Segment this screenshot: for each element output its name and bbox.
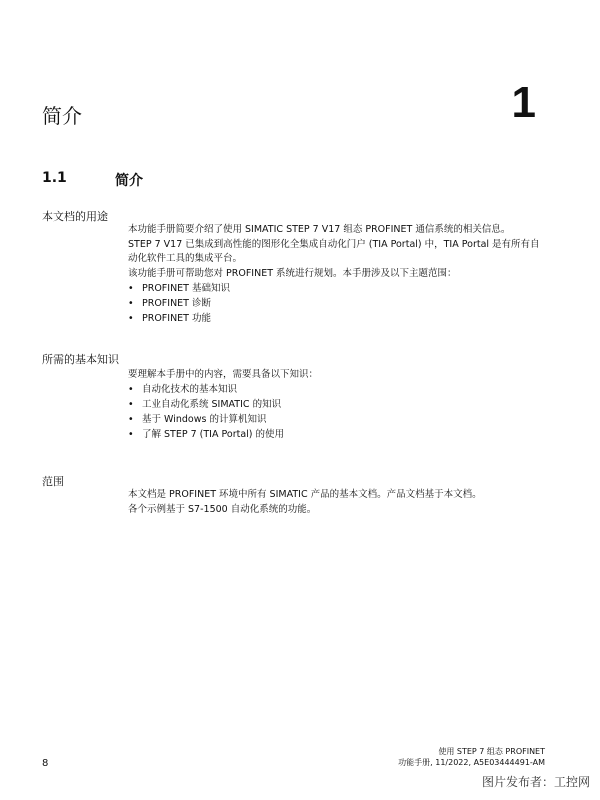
chapter-number: 1 [511,78,536,127]
knowledge-body [128,368,548,443]
section-title: 简介 [115,173,143,189]
list-item: • PROFINET 功能 [128,313,212,324]
purpose-paragraph: STEP 7 V17 已集成到高性能的图形化全集成自动化门户 (TIA Portal) 中，TIA Portal 是有所有自动化软件工具的集成平台。 [128,239,540,264]
purpose-body [128,223,548,327]
knowledge-list [128,383,548,442]
scope-paragraph: 本文档是 PROFINET 环境中所有 SIMATIC 产品的基本文档。产品文档基于本文档。 [128,489,482,500]
list-item: • 基于 Windows 的计算机知识 [128,414,267,425]
bullet: • [128,298,134,309]
knowledge-heading: 所需的基本知识 [42,353,119,366]
list-item: • PROFINET 诊断 [128,298,212,309]
bullet: • [128,414,134,425]
page-number: 8 [42,758,49,769]
footer-title: 使用 STEP 7 组态 PROFINET [438,747,545,756]
knowledge-intro: 要理解本手册中的内容，需要具备以下知识： [128,369,319,380]
bullet: • [128,313,134,324]
list-item: • 工业自动化系统 SIMATIC 的知识 [128,399,282,410]
bullet: • [128,399,134,410]
purpose-paragraph: 本功能手册简要介绍了使用 SIMATIC STEP 7 V17 组态 PROFINET 通信系统的相关信息。 [128,224,511,235]
purpose-topic-list [128,282,548,326]
section-number: 1.1 [42,170,67,186]
bullet: • [128,384,134,395]
purpose-heading: 本文档的用途 [42,210,108,223]
list-item: • PROFINET 基础知识 [128,283,231,294]
list-item: • 了解 STEP 7 (TIA Portal) 的使用 [128,429,285,440]
footer-manual-info: 功能手册, 11/2022, A5E03444491-AM [398,758,545,767]
watermark: 图片发布者：工控网 [481,775,590,789]
chapter-title: 简介 [42,104,82,128]
scope-heading: 范围 [42,475,64,488]
bullet: • [128,429,134,440]
list-item: • 自动化技术的基本知识 [128,384,238,395]
scope-body [128,488,548,518]
scope-paragraph: 各个示例基于 S7-1500 自动化系统的功能。 [128,504,317,515]
footer-info [398,746,545,768]
bullet: • [128,283,134,294]
purpose-paragraph: 该功能手册可帮助您对 PROFINET 系统进行规划。本手册涉及以下主题范围： [128,268,457,279]
